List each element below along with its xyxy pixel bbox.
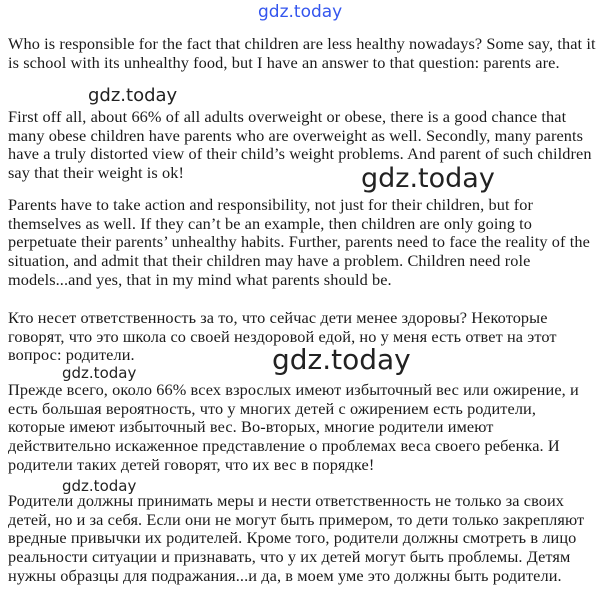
russian-paragraph-2: Прежде всего, около 66% всех взрослых имеют избыточный вес или ожирение, и есть большая вероятность, что у многих детей с ожирением есть родители, которые имеют избыточный вес. Во-вторых, многие родители имеют действительно искаженное представление о проблемах веса своего ребенка. И родители таких детей говорят, что их вес в порядке! [8,380,579,474]
watermark-1: gdz.today [88,85,178,106]
watermark-top: gdz.today [258,2,343,22]
watermark-5: gdz.today [62,477,137,495]
watermark-2: gdz.today [361,163,495,194]
watermark-3: gdz.today [272,343,411,376]
english-paragraph-1: Who is responsible for the fact that children are less healthy nowadays? Some say, that it is school with its unhealthy food, but I have an answer to that question: parents are. [8,34,596,72]
english-paragraph-3: Parents have to take action and responsibility, not just for their children, but for themselves as well. If they can’t be an example, then children are only going to perpetuate their parents’ unhealthy habits. Further, parents need to face the reality of the situation, and admit that their children may have a problem. Children need role models...and yes, that in my mind what parents should be. [8,195,590,289]
english-paragraph-2: First off all, about 66% of all adults overweight or obese, there is a good chance that many obese children have parents who are overweight as well. Secondly, many parents have a truly distorted view of their child’s weight problems. And parent of such children say that their weight is ok! [8,107,592,183]
watermark-4: gdz.today [62,364,137,382]
russian-paragraph-1: Кто несет ответственность за то, что сейчас дети менее здоровы? Некоторые говорят, что это школа со своей нездоровой едой, но у меня есть ответ на этот вопрос: родители. [8,308,557,365]
russian-paragraph-3: Родители должны принимать меры и нести ответственность не только за своих детей, но и за себя. Если они не могут быть примером, то дети только закрепляют вредные привычки их родителей. Кроме того, родители должны смотреть в лицо реальности ситуации и признавать, что у их детей могут быть проблемы. Детям нужны образцы для подражания...и да, в моем уме это должны быть родители. [8,491,585,585]
